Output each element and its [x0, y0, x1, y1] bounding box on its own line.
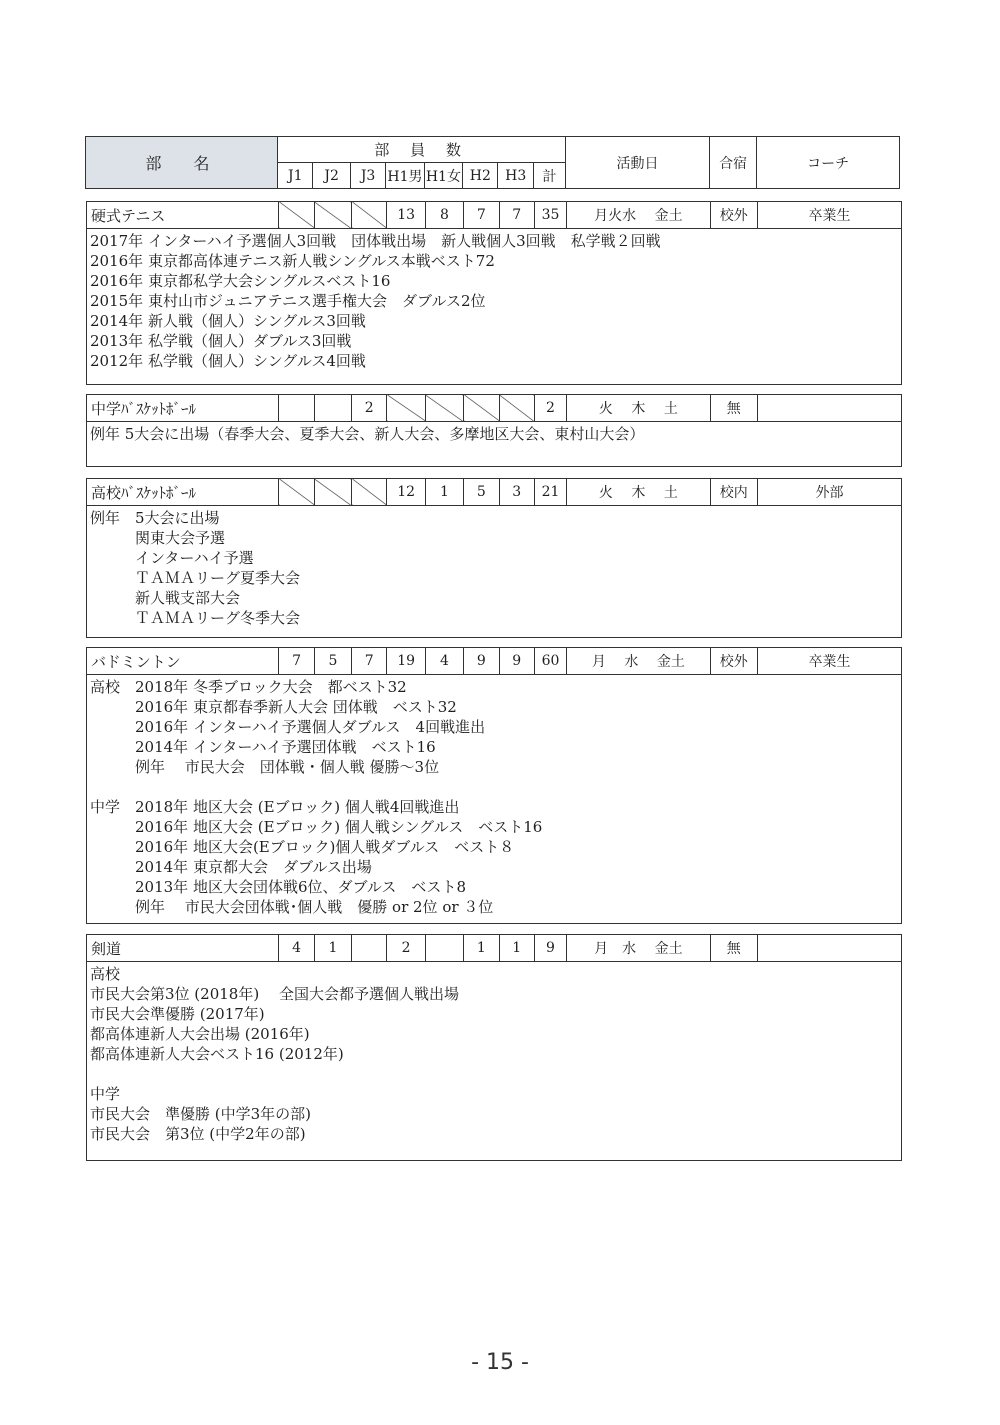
col-h2: H2	[463, 163, 498, 189]
count-cell: 19	[387, 648, 425, 675]
activity-days: 月火水 金土	[567, 202, 710, 229]
club-section-jh-basketball	[86, 394, 902, 467]
col-h1-boys: H1男	[386, 163, 424, 189]
club-section-tennis	[86, 201, 902, 385]
count-cell: 4	[279, 935, 314, 962]
activity-days: 月 水 金土	[567, 935, 710, 962]
count-cell	[352, 935, 387, 962]
col-j2: J2	[313, 163, 350, 189]
count-cell: 3	[499, 479, 534, 506]
activity-days-header: 活動日	[566, 137, 710, 189]
coach: 外部	[758, 479, 901, 506]
count-cell: 9	[534, 935, 566, 962]
count-cell: 2	[352, 395, 387, 422]
count-cell	[314, 395, 351, 422]
club-name: 硬式テニス	[87, 202, 279, 229]
count-cell: 5	[464, 479, 499, 506]
coach	[758, 935, 901, 962]
activity-days: 月 水 金土	[567, 648, 710, 675]
member-count-header: 部 員 数	[278, 137, 566, 163]
club-section-kendo	[86, 934, 902, 1161]
count-cell	[425, 935, 463, 962]
club-name: 中学ﾊﾞｽｹｯﾄﾎﾞｰﾙ	[87, 395, 279, 422]
activity-days: 火 木 土	[567, 395, 710, 422]
count-cell	[279, 395, 314, 422]
count-cell: 7	[499, 202, 534, 229]
col-j1: J1	[278, 163, 313, 189]
club-achievements: 2017年 インターハイ予選個人3回戦 団体戦出場 新人戦個人3回戦 私学戦２回戦 2016年 東京都高体連テニス新人戦シングルス本戦ベスト72 2016年 東京都私学大会シングルスベスト16 2015年 東村山市ジュニアテニス選手権大会 ダブルス2位 2014年 新人戦（個人）シングルス3回戦 2013年 私学戦（個人）ダブルス3回戦 2012年 私学戦（個人）シングルス4回戦	[90, 232, 661, 370]
count-cell-na	[499, 395, 534, 422]
count-cell: 13	[387, 202, 425, 229]
col-total: 計	[533, 163, 565, 189]
club-name-header: 部 名	[86, 137, 278, 189]
club-name: 高校ﾊﾞｽｹｯﾄﾎﾞｰﾙ	[87, 479, 279, 506]
count-cell: 8	[425, 202, 463, 229]
count-cell: 1	[425, 479, 463, 506]
count-cell-na	[425, 395, 463, 422]
count-cell: 5	[314, 648, 351, 675]
club-name: バドミントン	[87, 648, 279, 675]
count-cell: 21	[534, 479, 566, 506]
count-cell: 1	[499, 935, 534, 962]
count-cell-na	[352, 479, 387, 506]
count-cell-na	[314, 479, 351, 506]
club-section-hs-basketball	[86, 478, 902, 638]
count-cell: 7	[352, 648, 387, 675]
camp-header: 合宿	[709, 137, 757, 189]
count-cell: 9	[499, 648, 534, 675]
count-cell: 2	[387, 935, 425, 962]
count-cell: 7	[279, 648, 314, 675]
coach: 卒業生	[758, 202, 901, 229]
count-cell-na	[279, 479, 314, 506]
count-cell-na	[352, 202, 387, 229]
count-cell: 2	[534, 395, 566, 422]
camp: 無	[710, 395, 757, 422]
club-section-badminton	[86, 647, 902, 924]
count-cell: 12	[387, 479, 425, 506]
count-cell: 60	[534, 648, 566, 675]
coach: 卒業生	[758, 648, 901, 675]
count-cell: 35	[534, 202, 566, 229]
club-name: 剣道	[87, 935, 279, 962]
count-cell: 1	[464, 935, 499, 962]
count-cell: 9	[464, 648, 499, 675]
club-achievements: 例年 5大会に出場（春季大会、夏季大会、新人大会、多摩地区大会、東村山大会）	[90, 425, 645, 443]
count-cell: 7	[464, 202, 499, 229]
page-number: - 15 -	[471, 1350, 529, 1375]
count-cell-na	[464, 395, 499, 422]
camp: 校外	[710, 202, 757, 229]
count-cell: 1	[314, 935, 351, 962]
coach-header: コーチ	[757, 137, 900, 189]
col-h3: H3	[498, 163, 533, 189]
count-cell: 4	[425, 648, 463, 675]
activity-days: 火 木 土	[567, 479, 710, 506]
camp: 校外	[710, 648, 757, 675]
camp: 無	[710, 935, 757, 962]
header-table	[85, 136, 900, 189]
camp: 校内	[710, 479, 757, 506]
count-cell-na	[314, 202, 351, 229]
club-achievements: 高校 市民大会第3位 (2018年) 全国大会都予選個人戦出場 市民大会準優勝 (2017年) 都高体連新人大会出場 (2016年) 都高体連新人大会ベスト16 (2012年) 中学 市民大会 準優勝 (中学3年の部) 市民大会 第3位 (中学2年の部)	[90, 965, 459, 1143]
count-cell-na	[279, 202, 314, 229]
club-achievements: 高校 2018年 冬季ブロック大会 都ベスト32 2016年 東京都春季新人大会 団体戦 ベスト32 2016年 インターハイ予選個人ダブルス 4回戦進出 2014年 インターハイ予選団体戦 ベスト16 例年 市民大会 団体戦・個人戦 優勝～3位 中学 2018年 地区大会 (Eブロック) 個人戦4回戦進出 2016年 地区大会 (Eブロック) 個人戦シングルス ベスト16 2016年 地区大会(Eブロック)個人戦ダブルス ベスト８ 2014年 東京都大会 ダブルス出場 2013年 地区大会団体戦6位、ダブルス ベスト8 例年 市民大会団体戦･個人戦 優勝 or 2位 or ３位	[90, 678, 543, 916]
col-h1-girls: H1女	[424, 163, 462, 189]
count-cell-na	[387, 395, 425, 422]
col-j3: J3	[350, 163, 385, 189]
coach	[758, 395, 901, 422]
club-achievements: 例年 5大会に出場 関東大会予選 インターハイ予選 ＴＡＭＡリーグ夏季大会 新人戦支部大会 ＴＡＭＡリーグ冬季大会	[90, 509, 301, 627]
